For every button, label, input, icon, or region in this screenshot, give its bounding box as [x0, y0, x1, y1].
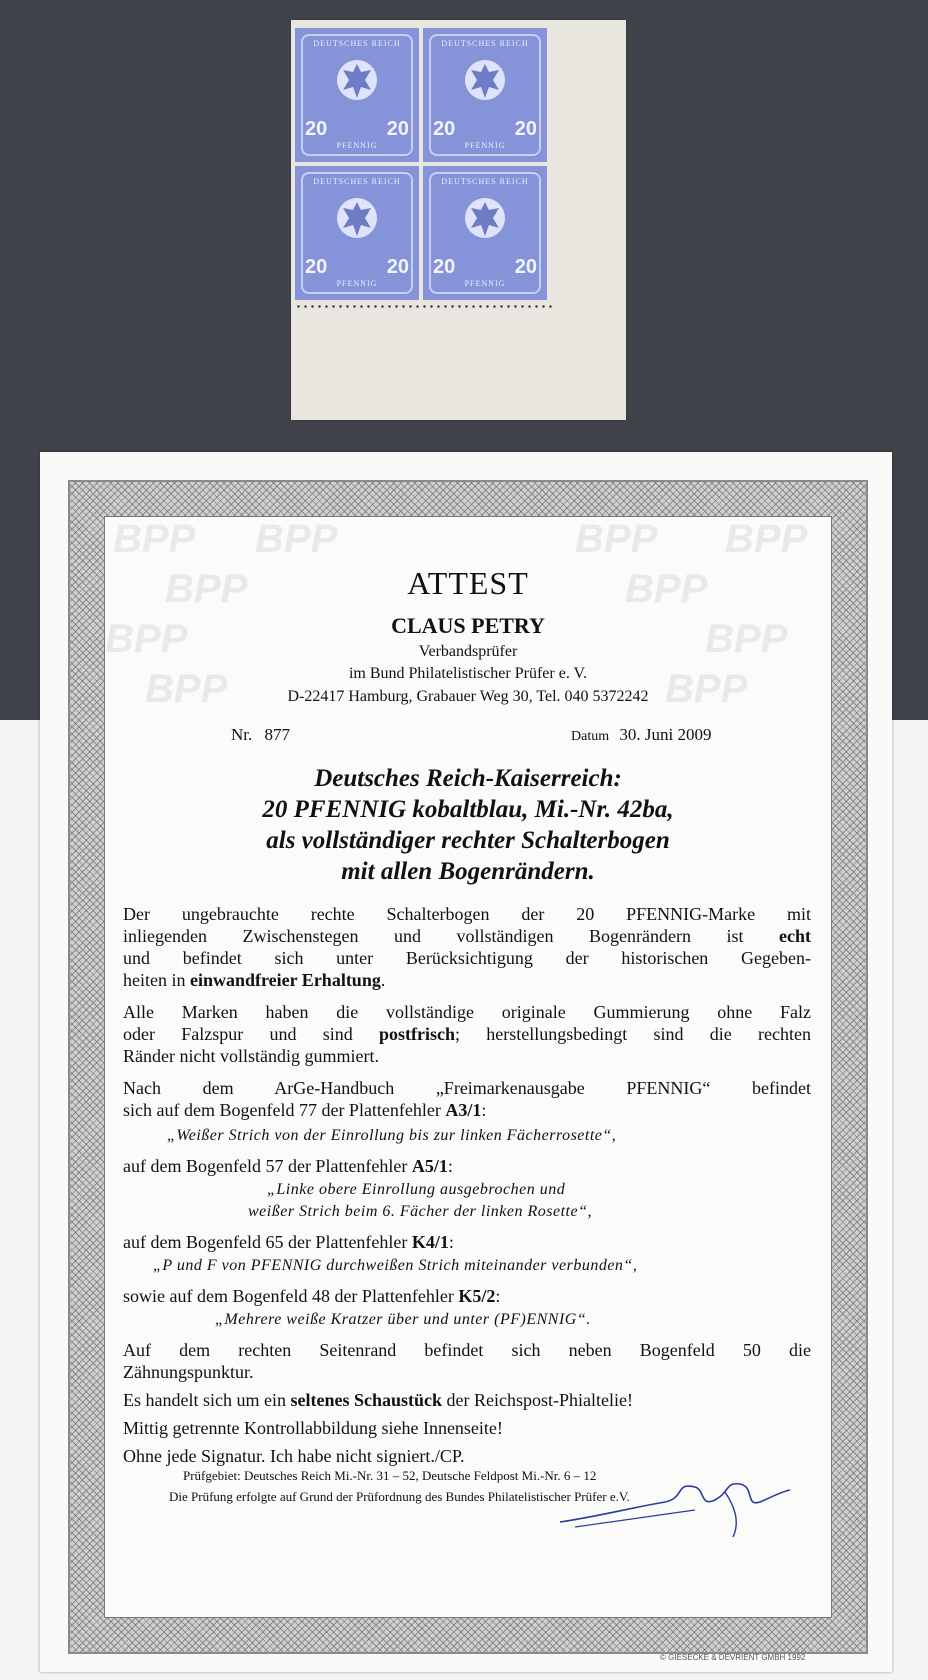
- heading-line-3: als vollständiger rechter Schalterbogen: [266, 827, 670, 854]
- flaw-line-4: sowie auf dem Bogenfeld 48 der Plattenfehler K5/2:: [123, 1286, 501, 1306]
- nr-value: 877: [264, 725, 290, 744]
- datum-label: Datum: [571, 729, 610, 744]
- stamp-block: [291, 20, 626, 420]
- watermark-text: BPP: [165, 567, 248, 611]
- flaw-quote-1: „Weißer Strich von der Einrollung bis zur linken Fächerrosette“,: [167, 1127, 617, 1144]
- text-line: heiten in einwandfreier Erhaltung.: [123, 970, 386, 990]
- watermark-text: BPP: [255, 517, 338, 561]
- watermark-text: BPP: [145, 667, 228, 711]
- flaw-quote-3: „P und F von PFENNIG durchweißen Strich miteinander verbunden“,: [153, 1257, 638, 1274]
- paragraph-control-image: Mittig getrennte Kontrollabbildung siehe Innenseite!: [123, 1418, 503, 1438]
- datum-value: 30. Juni 2009: [619, 725, 712, 744]
- stamp-value-right: 20: [514, 256, 537, 278]
- paragraph-gum: [123, 1001, 811, 1067]
- footer-examination-area: Prüfgebiet: Deutsches Reich Mi.-Nr. 31 – 52, Deutsche Feldpost Mi.-Nr. 6 – 12: [183, 1468, 597, 1483]
- flaw-quote-2b: weißer Strich beim 6. Fächer der linken Rosette“,: [248, 1203, 592, 1220]
- examiner-name: CLAUS PETRY: [391, 613, 545, 638]
- stamp-denomination: PFENNIG: [336, 141, 378, 150]
- stamp-top-right: [423, 28, 547, 162]
- text-line: Nach dem ArGe-Handbuch „Freimarkenausgabe PFENNIG“ befindet: [123, 1078, 811, 1098]
- stamp-inscription: DEUTSCHES REICH: [441, 39, 529, 48]
- paragraph-rarity: Es handelt sich um ein seltenes Schaustück der Reichspost-Phialtelie!: [123, 1390, 633, 1410]
- certificate: [40, 452, 892, 1672]
- flaw-quote-4: „Mehrere weiße Kratzer über und unter (PF)ENNIG“.: [215, 1311, 591, 1328]
- stamp-value-left: 20: [305, 256, 328, 278]
- stamp-top-left: [295, 28, 419, 162]
- heading-line-2: 20 PFENNIG kobaltblau, Mi.-Nr. 42ba,: [262, 796, 674, 823]
- text-line: Auf dem rechten Seitenrand befindet sich neben Bogenfeld 50 die: [123, 1340, 811, 1360]
- eagle-icon: [335, 194, 379, 242]
- certificate-body: [104, 516, 832, 1618]
- stamp-value-left: 20: [305, 118, 328, 140]
- text-line: Alle Marken haben die vollständige originale Gummierung ohne Falz: [123, 1002, 811, 1022]
- footer-examination-rules: Die Prüfung erfolgte auf Grund der Prüfordnung des Bundes Philatelistischer Prüfer e.V.: [169, 1489, 630, 1504]
- text-line: und befindet sich unter Berücksichtigung der historischen Gegeben-: [123, 948, 811, 968]
- eagle-icon: [463, 56, 507, 104]
- text-line: oder Falzspur und sind postfrisch; herstellungsbedingt sind die rechten: [123, 1024, 812, 1044]
- text-line: Der ungebrauchte rechte Schalterbogen der 20 PFENNIG-Marke mit: [123, 904, 811, 924]
- watermark-text: BPP: [705, 617, 788, 661]
- stamp-value-left: 20: [433, 256, 456, 278]
- examiner-address: D-22417 Hamburg, Grabauer Weg 30, Tel. 040 5372242: [287, 688, 649, 705]
- watermark-text: BPP: [665, 667, 748, 711]
- text-line: Zähnungspunktur.: [123, 1362, 254, 1382]
- stamp-bottom-left: [295, 166, 419, 300]
- stamp-denomination: PFENNIG: [464, 279, 506, 288]
- stamp-value-right: 20: [514, 118, 537, 140]
- flaw-line-3: auf dem Bogenfeld 65 der Plattenfehler K4/1:: [123, 1232, 454, 1252]
- examiner-role: Verbandsprüfer: [418, 643, 518, 660]
- watermark-text: BPP: [113, 517, 196, 561]
- paragraph-authenticity: [123, 903, 811, 991]
- stamp-denomination: PFENNIG: [336, 279, 378, 288]
- eagle-icon: [335, 56, 379, 104]
- watermark-text: BPP: [575, 517, 658, 561]
- signature-icon: [555, 1462, 795, 1542]
- stamp-inscription: DEUTSCHES REICH: [313, 39, 401, 48]
- paragraph-perforation: [123, 1339, 811, 1383]
- examiner-association: im Bund Philatelistischer Prüfer e. V.: [348, 665, 588, 682]
- stamp-denomination: PFENNIG: [464, 141, 506, 150]
- text-line: sich auf dem Bogenfeld 77 der Plattenfehler A3/1:: [123, 1100, 487, 1120]
- heading-line-4: mit allen Bogenrändern.: [341, 858, 595, 885]
- certificate-date: [571, 725, 711, 745]
- paragraph-signature-note: Ohne jede Signatur. Ich habe nicht signiert./CP.: [123, 1446, 465, 1466]
- stamp-value-right: 20: [386, 256, 409, 278]
- flaw-line-2: auf dem Bogenfeld 57 der Plattenfehler A5/1:: [123, 1156, 453, 1176]
- certificate-number: [231, 725, 290, 745]
- stamp-value-left: 20: [433, 118, 456, 140]
- stamp-bottom-right: [423, 166, 547, 300]
- stamp-value-right: 20: [386, 118, 409, 140]
- watermark-text: BPP: [725, 517, 808, 561]
- text-line: inliegenden Zwischenstegen und vollständigen Bogenrändern ist echt: [123, 926, 811, 946]
- heading-line-1: Deutsches Reich-Kaiserreich:: [314, 765, 622, 792]
- flaw-quote-2a: „Linke obere Einrollung ausgebrochen und: [267, 1181, 566, 1198]
- certificate-title: ATTEST: [407, 565, 529, 601]
- nr-label: Nr.: [231, 725, 253, 744]
- watermark-text: BPP: [105, 617, 188, 661]
- watermark-text: BPP: [625, 567, 708, 611]
- stamp-inscription: DEUTSCHES REICH: [313, 177, 401, 186]
- eagle-icon: [463, 194, 507, 242]
- paragraph-plate-flaws: [123, 1077, 811, 1121]
- stamp-inscription: DEUTSCHES REICH: [441, 177, 529, 186]
- text-line: Ränder nicht vollständig gummiert.: [123, 1046, 379, 1066]
- perforation-row: [295, 305, 555, 308]
- printer-credit: © GIESECKE & DEVRIENT GMBH 1992: [660, 1653, 806, 1662]
